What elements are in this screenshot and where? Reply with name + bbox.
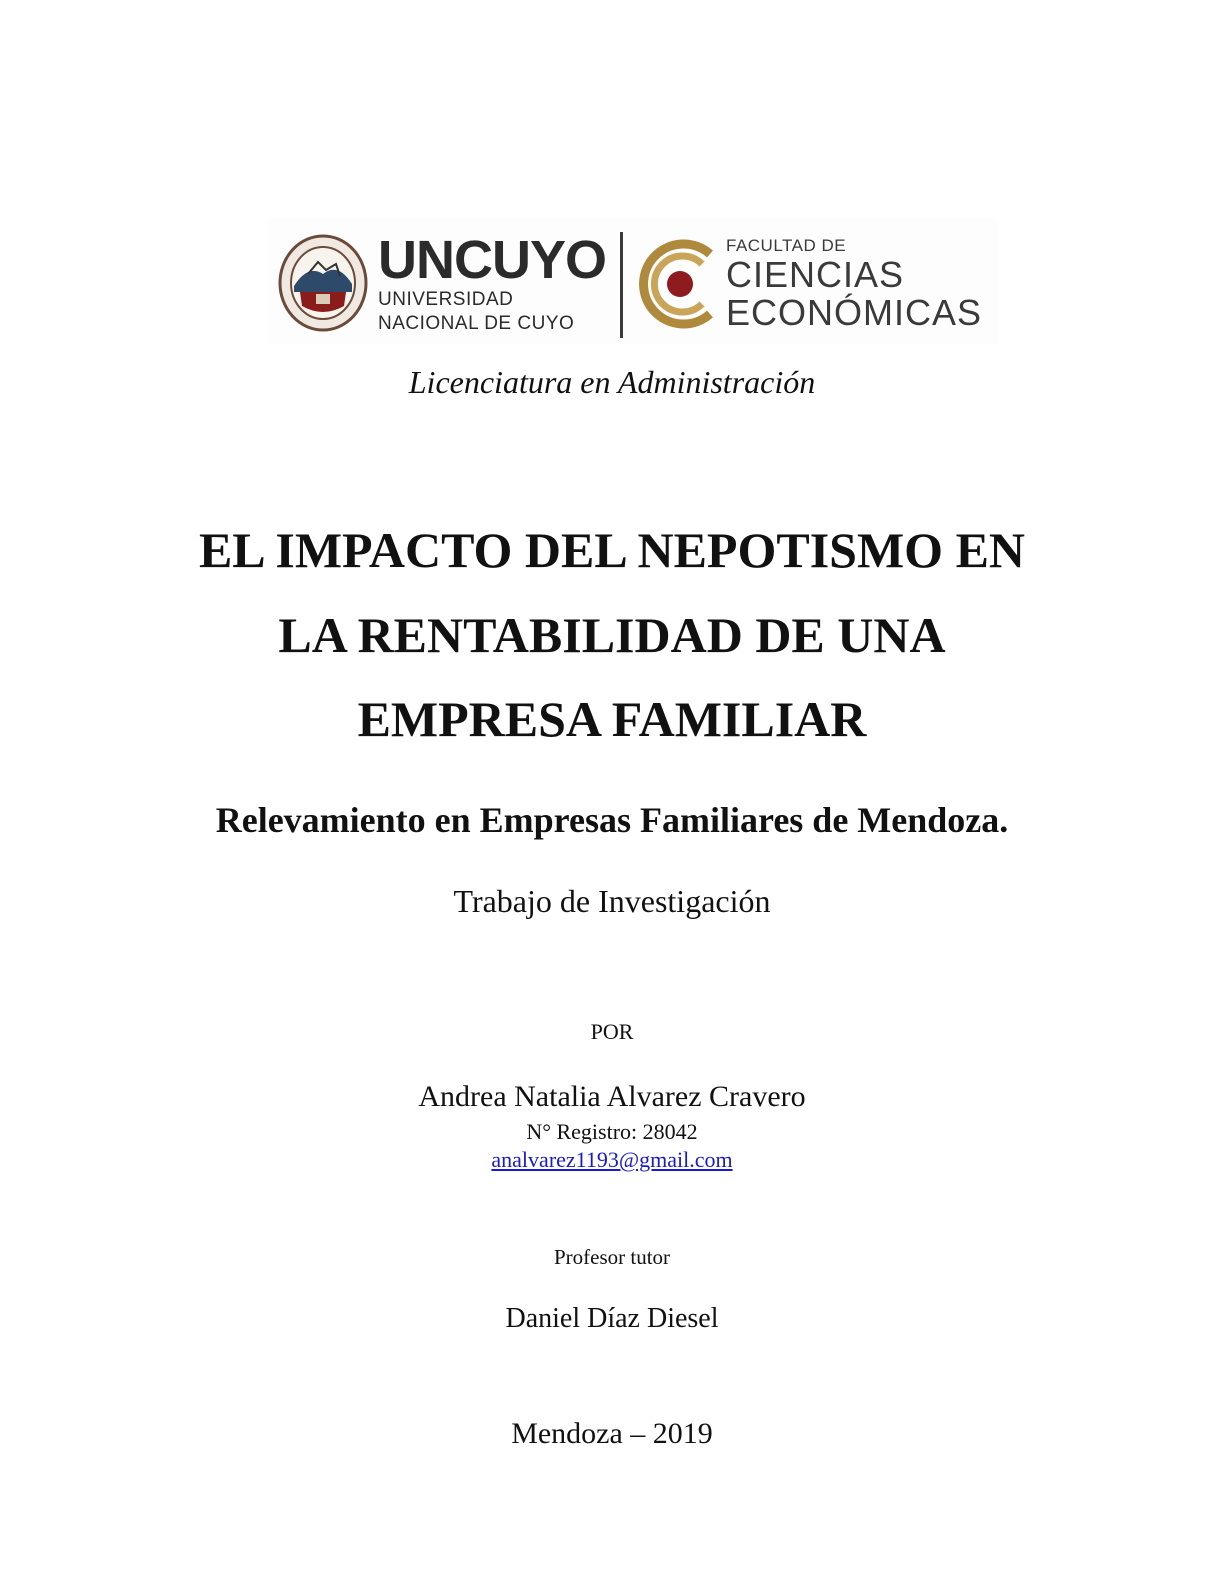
faculty-wordmark — [726, 236, 982, 332]
author-name: Andrea Natalia Alvarez Cravero — [418, 1080, 806, 1113]
program-name: Licenciatura en Administración — [408, 364, 816, 400]
author-email-link[interactable]: analvarez1193@gmail.com — [491, 1147, 733, 1172]
faculty-emblem-icon — [636, 236, 722, 332]
author-email — [0, 1147, 1224, 1173]
tutor-label: Profesor tutor — [553, 1245, 671, 1269]
document-type: Trabajo de Investigación — [453, 883, 771, 919]
university-line-1: UNIVERSIDAD — [378, 289, 514, 310]
title-line-3: EMPRESA FAMILIAR — [357, 691, 867, 747]
faculty-line-2: CIENCIAS — [726, 254, 905, 295]
subtitle: Relevamiento en Empresas Familiares de Mendoza. — [215, 800, 1009, 840]
author-registration: N° Registro: 28042 — [526, 1119, 698, 1144]
faculty-line-1: FACULTAD DE — [726, 236, 847, 255]
faculty-line-3: ECONÓMICAS — [726, 292, 983, 333]
university-seal-icon — [278, 234, 368, 332]
title-line-1: EL IMPACTO DEL NEPOTISMO EN — [198, 522, 1026, 578]
title-line-2: LA RENTABILIDAD DE UNA — [278, 607, 946, 663]
tutor-name: Daniel Díaz Diesel — [505, 1303, 719, 1334]
by-label: POR — [590, 1019, 634, 1044]
university-name: UNCUYO — [378, 230, 607, 290]
place-date: Mendoza – 2019 — [511, 1417, 713, 1450]
logo-divider — [620, 232, 623, 338]
university-line-2: NACIONAL DE CUYO — [378, 313, 575, 334]
university-wordmark — [378, 232, 606, 336]
institution-logo-banner — [268, 218, 998, 344]
